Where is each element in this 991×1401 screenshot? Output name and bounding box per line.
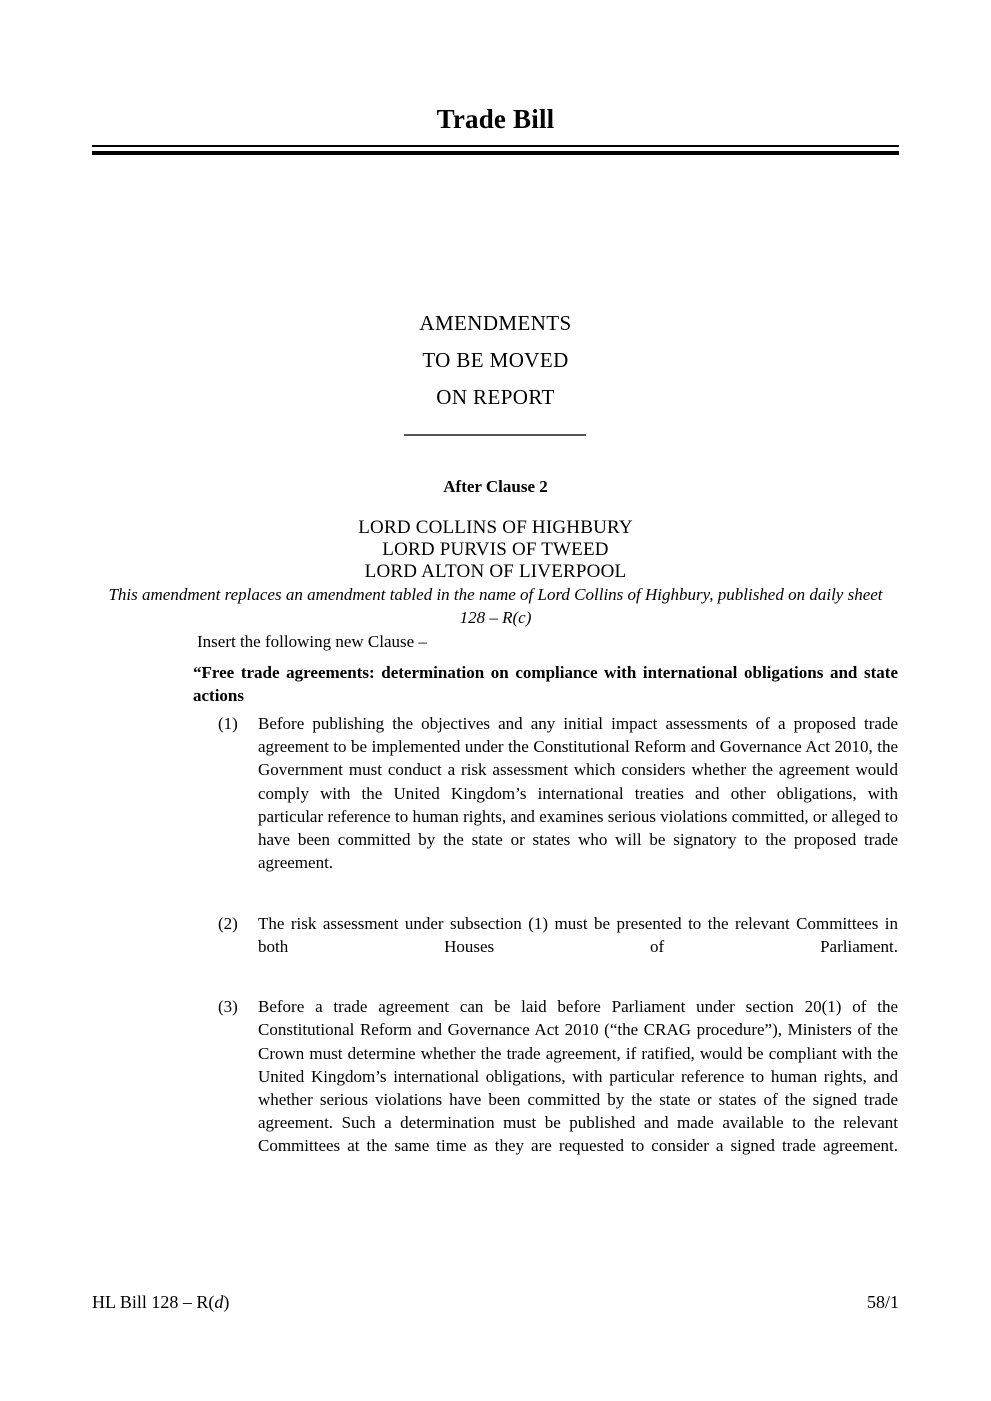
sponsor-list <box>0 517 991 583</box>
header-rule-thick <box>92 151 899 155</box>
page-number: 58/1 <box>866 1292 899 1312</box>
subsection-item <box>218 912 898 982</box>
bill-reference-suffix: ) <box>223 1292 230 1312</box>
subsection-text: The risk assessment under subsection (1) must be presented to the relevant Committees in both Houses of Parliament. <box>258 913 898 956</box>
document-title: Trade Bill <box>436 104 555 134</box>
section-divider-rule <box>404 434 586 436</box>
subsection-item <box>218 712 898 898</box>
sponsor-name: LORD PURVIS OF TWEED <box>382 539 609 560</box>
insert-instruction: Insert the following new Clause – <box>197 632 427 651</box>
subsection-text: Before a trade agreement can be laid before Parliament under section 20(1) of the Constitutional Reform and Governance Act 2010 (“the CRAG procedure”), Ministers of the Crown must determine whether the trade agreement, if ratified, would be compliant with the United Kingdom’s international obligations, with particular reference to human rights, and whether serious violations have been committed by the state or states of the signed trade agreement. Such a determination must be published and made available to the relevant Committees at the same time as they are requested to consider a signed trade agreement. <box>258 997 898 1156</box>
clause-marker: After Clause 2 <box>443 477 548 496</box>
amendments-heading-line-3: ON REPORT <box>436 385 555 409</box>
bill-reference <box>92 1292 229 1313</box>
subsection-number: (2) <box>218 913 238 933</box>
amendments-heading-line-2: TO BE MOVED <box>422 348 569 372</box>
page-footer <box>92 1292 899 1313</box>
subsection-item <box>218 995 898 1181</box>
sponsor-name: LORD COLLINS OF HIGHBURY <box>358 517 633 538</box>
subsection-list <box>218 712 898 1181</box>
subsection-number: (3) <box>218 997 238 1017</box>
subsection-text: Before publishing the objectives and any initial impact assessments of a proposed trade agreement to be implemented under the Constitutional Reform and Governance Act 2010, the Government must conduct a risk assessment which considers whether the agreement would comply with the United Kingdom’s international treaties and other obligations, with particular reference to human rights, and examines serious violations committed, or alleged to have been committed by the state or states who will be signatory to the proposed trade agreement. <box>258 714 898 873</box>
sponsor-name: LORD ALTON OF LIVERPOOL <box>364 561 627 582</box>
amendments-heading-line-1: AMENDMENTS <box>419 311 572 335</box>
bill-reference-letter: d <box>214 1292 224 1312</box>
header-rule-thin <box>92 145 899 147</box>
bill-reference-prefix: HL Bill 128 – R( <box>92 1292 215 1312</box>
subsection-number: (1) <box>218 714 238 733</box>
new-clause-title: “Free trade agreements: determination on compliance with international obligations and state actions <box>193 663 898 705</box>
amendments-heading <box>0 305 991 416</box>
replacement-note: This amendment replaces an amendment tabled in the name of Lord Collins of Highbury, published on daily sheet 128 – R(c) <box>108 585 883 627</box>
